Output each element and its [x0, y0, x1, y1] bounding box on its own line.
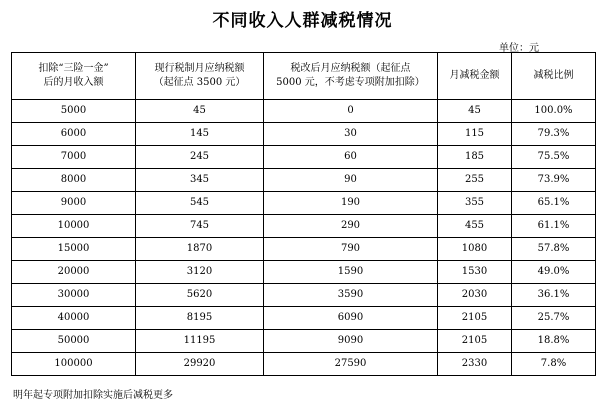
cell-reduction: 2330: [438, 353, 512, 376]
cell-ratio: 65.1%: [512, 192, 596, 215]
tax-reduction-table: [11, 52, 596, 376]
table-row: [12, 215, 596, 238]
cell-ratio: 25.7%: [512, 307, 596, 330]
cell-income: 8000: [12, 169, 136, 192]
header-text: 5000 元，不考虑专项附加扣除）: [276, 77, 425, 88]
cell-income: 100000: [12, 353, 136, 376]
cell-reduction: 1530: [438, 261, 512, 284]
cell-current-tax: 8195: [136, 307, 264, 330]
cell-ratio: 57.8%: [512, 238, 596, 261]
cell-new-tax: 3590: [264, 284, 438, 307]
cell-reduction: 2105: [438, 330, 512, 353]
header-reduction-ratio: [512, 53, 596, 100]
table-header-row: [12, 53, 596, 100]
table-row: [12, 307, 596, 330]
cell-ratio: 100.0%: [512, 100, 596, 123]
header-text: 扣除“三险一金”: [38, 63, 109, 74]
cell-current-tax: 45: [136, 100, 264, 123]
cell-reduction: 2105: [438, 307, 512, 330]
table-row: [12, 100, 596, 123]
table-row: [12, 261, 596, 284]
cell-new-tax: 1590: [264, 261, 438, 284]
cell-new-tax: 60: [264, 146, 438, 169]
table-row: [12, 284, 596, 307]
cell-current-tax: 29920: [136, 353, 264, 376]
header-text: 月减税金额: [449, 70, 500, 81]
table-row: [12, 123, 596, 146]
cell-income: 10000: [12, 215, 136, 238]
cell-income: 20000: [12, 261, 136, 284]
cell-new-tax: 790: [264, 238, 438, 261]
cell-current-tax: 5620: [136, 284, 264, 307]
cell-income: 15000: [12, 238, 136, 261]
cell-new-tax: 0: [264, 100, 438, 123]
header-text: 税改后月应纳税额（起征点: [290, 63, 411, 74]
cell-new-tax: 30: [264, 123, 438, 146]
cell-new-tax: 290: [264, 215, 438, 238]
header-monthly-reduction: [438, 53, 512, 100]
table-row: [12, 353, 596, 376]
table-row: [12, 192, 596, 215]
cell-ratio: 73.9%: [512, 169, 596, 192]
cell-current-tax: 11195: [136, 330, 264, 353]
cell-current-tax: 345: [136, 169, 264, 192]
cell-reduction: 2030: [438, 284, 512, 307]
cell-new-tax: 90: [264, 169, 438, 192]
cell-reduction: 45: [438, 100, 512, 123]
header-new-tax: [264, 53, 438, 100]
cell-ratio: 18.8%: [512, 330, 596, 353]
table-body: [12, 100, 596, 376]
cell-current-tax: 545: [136, 192, 264, 215]
cell-current-tax: 1870: [136, 238, 264, 261]
cell-income: 50000: [12, 330, 136, 353]
cell-income: 30000: [12, 284, 136, 307]
cell-reduction: 255: [438, 169, 512, 192]
cell-current-tax: 245: [136, 146, 264, 169]
header-text: 现行税制月应纳税额: [154, 63, 245, 74]
cell-ratio: 49.0%: [512, 261, 596, 284]
unit-label: 单位：元: [499, 43, 539, 54]
cell-current-tax: 745: [136, 215, 264, 238]
cell-ratio: 7.8%: [512, 353, 596, 376]
table-row: [12, 146, 596, 169]
cell-reduction: 455: [438, 215, 512, 238]
header-text: 后的月收入额: [43, 77, 104, 88]
cell-new-tax: 9090: [264, 330, 438, 353]
cell-ratio: 36.1%: [512, 284, 596, 307]
cell-new-tax: 190: [264, 192, 438, 215]
footnote: 明年起专项附加扣除实施后减税更多: [13, 390, 173, 401]
cell-reduction: 185: [438, 146, 512, 169]
header-current-tax: [136, 53, 264, 100]
cell-reduction: 355: [438, 192, 512, 215]
page-title: 不同收入人群减税情况: [212, 11, 393, 31]
cell-income: 7000: [12, 146, 136, 169]
cell-ratio: 79.3%: [512, 123, 596, 146]
cell-reduction: 1080: [438, 238, 512, 261]
header-text: 减税比例: [533, 70, 574, 81]
header-text: （起征点 3500 元）: [153, 77, 246, 88]
cell-ratio: 61.1%: [512, 215, 596, 238]
cell-new-tax: 6090: [264, 307, 438, 330]
cell-current-tax: 145: [136, 123, 264, 146]
table-row: [12, 330, 596, 353]
cell-income: 6000: [12, 123, 136, 146]
header-monthly-income: [12, 53, 136, 100]
cell-ratio: 75.5%: [512, 146, 596, 169]
cell-current-tax: 3120: [136, 261, 264, 284]
cell-income: 5000: [12, 100, 136, 123]
cell-new-tax: 27590: [264, 353, 438, 376]
cell-reduction: 115: [438, 123, 512, 146]
cell-income: 9000: [12, 192, 136, 215]
cell-income: 40000: [12, 307, 136, 330]
table-row: [12, 238, 596, 261]
table-row: [12, 169, 596, 192]
